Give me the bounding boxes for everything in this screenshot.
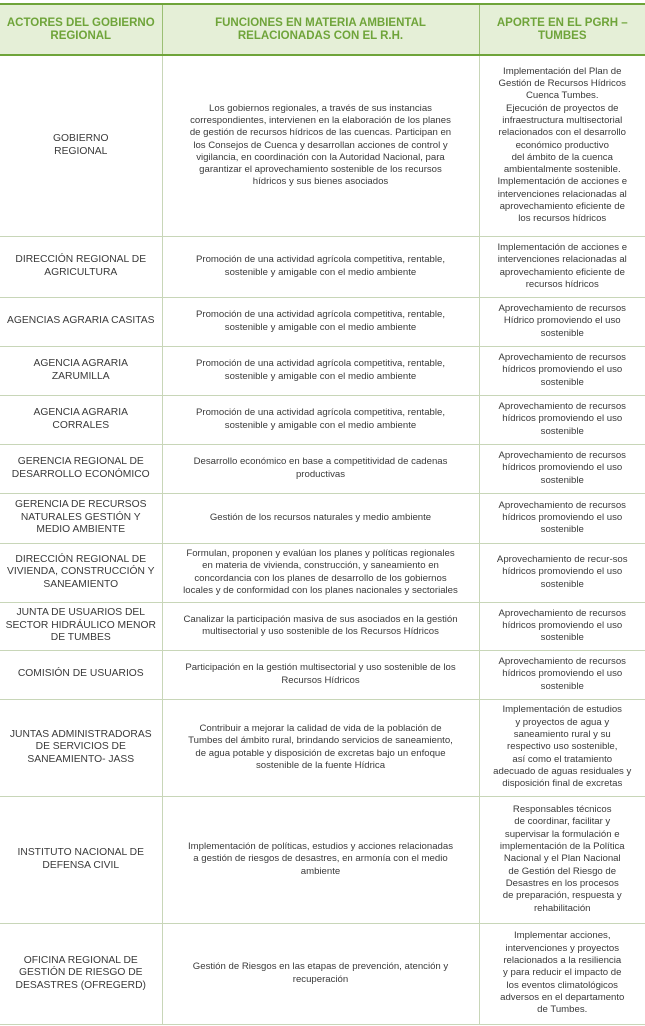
contribution-cell: Responsables técnicos de coordinar, facilitar y supervisar la formulación e implementación de la Política Nacional y el Plan Nacional de Gestión del Riesgo de Desastres en los procesos de preparación, respuesta y rehabilitación <box>479 796 645 923</box>
table-row <box>0 923 645 1024</box>
table-row <box>0 297 645 346</box>
table-row <box>0 796 645 923</box>
functions-cell: Promoción de una actividad agrícola competitiva, rentable, sostenible y amigable con el medio ambiente <box>162 346 479 395</box>
actor-cell: GERENCIA REGIONAL DE DESARROLLO ECONÓMICO <box>0 444 162 493</box>
functions-cell: Canalizar la participación masiva de sus asociados en la gestión multisectorial y uso sostenible de los Recursos Hídricos <box>162 602 479 650</box>
header-row <box>0 4 645 55</box>
contribution-cell: Implementación de acciones e intervenciones relacionadas al aprovechamiento eficiente de recursos hídricos <box>479 236 645 297</box>
actor-cell: AGENCIA AGRARIA CORRALES <box>0 395 162 444</box>
actor-cell: DIRECCIÓN REGIONAL DE VIVIENDA, CONSTRUCCIÓN Y SANEAMIENTO <box>0 543 162 602</box>
contribution-cell: Aprovechamiento de recursos hídricos promoviendo el uso sostenible <box>479 346 645 395</box>
table-row <box>0 444 645 493</box>
contribution-cell: Aprovechamiento de recursos hídricos promoviendo el uso sostenible <box>479 493 645 543</box>
functions-cell: Implementación de políticas, estudios y acciones relacionadas a gestión de riesgos de desastres, en armonía con el medio ambiente <box>162 796 479 923</box>
contribution-cell: Aprovechamiento de recursos hídricos promoviendo el uso sostenible <box>479 602 645 650</box>
actor-cell: JUNTAS ADMINISTRADORAS DE SERVICIOS DE SANEAMIENTO- JASS <box>0 699 162 796</box>
header-contribution: APORTE EN EL PGRH – TUMBES <box>479 4 645 55</box>
contribution-cell: Aprovechamiento de recursos hídricos promoviendo el uso sostenible <box>479 395 645 444</box>
actor-cell: AGENCIA AGRARIA ZARUMILLA <box>0 346 162 395</box>
table-row <box>0 236 645 297</box>
functions-cell: Promoción de una actividad agrícola competitiva, rentable, sostenible y amigable con el medio ambiente <box>162 395 479 444</box>
contribution-cell: Implementación del Plan de Gestión de Recursos Hídricos Cuenca Tumbes. Ejecución de proyectos de infraestructura multisectorial relacionados con el desarrollo económico productivo del ámbito de la cuenca ambientalmente sostenible. Implementación de acciones e intervenciones relacionadas al aprovechamiento eficiente de los recursos hídricos <box>479 55 645 236</box>
table-row <box>0 650 645 699</box>
actor-cell: OFICINA REGIONAL DE GESTIÓN DE RIESGO DE DESASTRES (OFREGERD) <box>0 923 162 1024</box>
functions-cell: Participación en la gestión multisectorial y uso sostenible de los Recursos Hídricos <box>162 650 479 699</box>
table-row <box>0 395 645 444</box>
table-body <box>0 55 645 1024</box>
functions-cell: Gestión de Riesgos en las etapas de prevención, atención y recuperación <box>162 923 479 1024</box>
functions-cell: Formulan, proponen y evalúan los planes y políticas regionales en materia de vivienda, construcción, y saneamiento en concordancia con los planes de desarrollo de los gobiernos locales y de conformidad con los planes nacionales y sectoriales <box>162 543 479 602</box>
table-row <box>0 699 645 796</box>
contribution-cell: Aprovechamiento de recursos hídricos promoviendo el uso sostenible <box>479 650 645 699</box>
table-row <box>0 55 645 236</box>
actor-cell: COMISIÓN DE USUARIOS <box>0 650 162 699</box>
functions-cell: Contribuir a mejorar la calidad de vida de la población de Tumbes del ámbito rural, brindando servicios de saneamiento, de agua potable y disposición de excretas bajo un enfoque sostenible de la fuente Hídrica <box>162 699 479 796</box>
functions-cell: Los gobiernos regionales, a través de sus instancias correspondientes, intervienen en la elaboración de los planes de gestión de recursos hídricos de las cuencas. Participan en los Consejos de Cuenca y desarrollan acciones de control y vigilancia, en coordinación con la Autoridad Nacional, para garantizar el aprovechamiento sostenible de los recursos hídricos y sus bienes asociados <box>162 55 479 236</box>
functions-cell: Desarrollo económico en base a competitividad de cadenas productivas <box>162 444 479 493</box>
functions-cell: Promoción de una actividad agrícola competitiva, rentable, sostenible y amigable con el medio ambiente <box>162 236 479 297</box>
actor-cell: GOBIERNO REGIONAL <box>0 55 162 236</box>
actor-cell: JUNTA DE USUARIOS DEL SECTOR HIDRÁULICO MENOR DE TUMBES <box>0 602 162 650</box>
functions-cell: Promoción de una actividad agrícola competitiva, rentable, sostenible y amigable con el medio ambiente <box>162 297 479 346</box>
actor-cell: GERENCIA DE RECURSOS NATURALES GESTIÓN Y MEDIO AMBIENTE <box>0 493 162 543</box>
actor-cell: INSTITUTO NACIONAL DE DEFENSA CIVIL <box>0 796 162 923</box>
table-row <box>0 493 645 543</box>
header-actor: ACTORES DEL GOBIERNO REGIONAL <box>0 4 162 55</box>
actor-cell: DIRECCIÓN REGIONAL DE AGRICULTURA <box>0 236 162 297</box>
contribution-cell: Aprovechamiento de recursos hídricos promoviendo el uso sostenible <box>479 444 645 493</box>
contribution-cell: Implementar acciones, intervenciones y proyectos relacionados a la resiliencia y para reducir el impacto de los eventos climatológicos adversos en el departamento de Tumbes. <box>479 923 645 1024</box>
contribution-cell: Aprovechamiento de recursos Hídrico promoviendo el uso sostenible <box>479 297 645 346</box>
table-row <box>0 543 645 602</box>
actors-table <box>0 3 645 1025</box>
table-row <box>0 346 645 395</box>
table-row <box>0 602 645 650</box>
contribution-cell: Implementación de estudios y proyectos de agua y saneamiento rural y su respectivo uso sostenible, así como el tratamiento adecuado de aguas residuales y disposición final de excretas <box>479 699 645 796</box>
actor-cell: AGENCIAS AGRARIA CASITAS <box>0 297 162 346</box>
functions-cell: Gestión de los recursos naturales y medio ambiente <box>162 493 479 543</box>
header-functions: FUNCIONES EN MATERIA AMBIENTAL RELACIONADAS CON EL R.H. <box>162 4 479 55</box>
contribution-cell: Aprovechamiento de recur-sos hídricos promoviendo el uso sostenible <box>479 543 645 602</box>
table-header <box>0 4 645 55</box>
